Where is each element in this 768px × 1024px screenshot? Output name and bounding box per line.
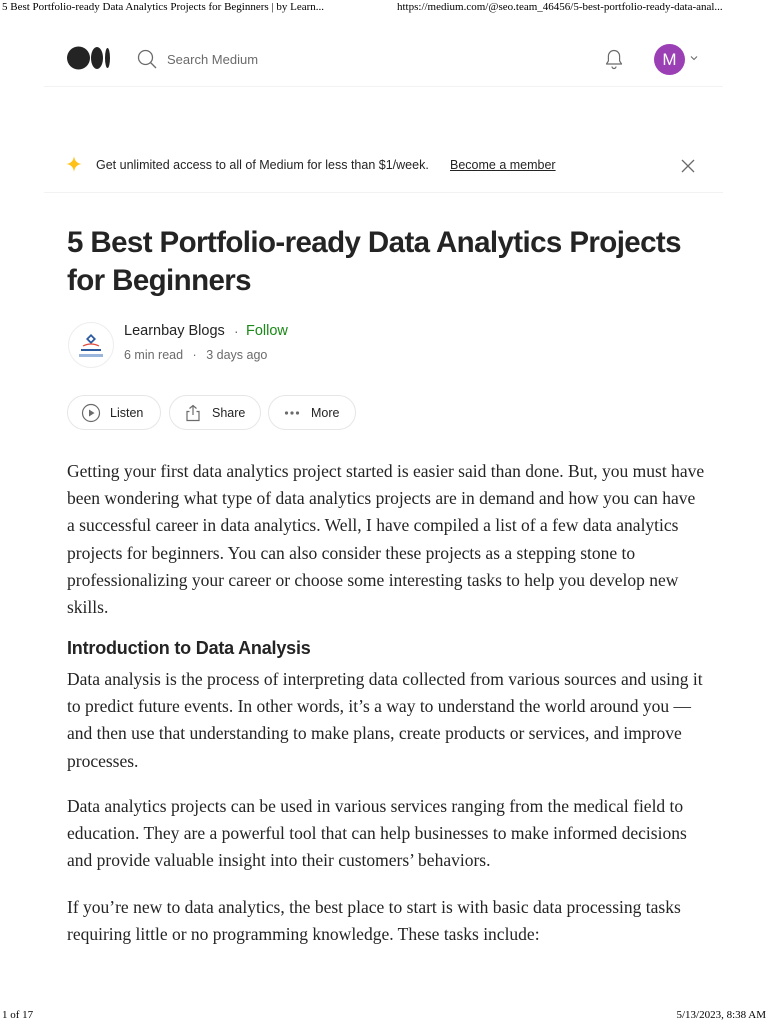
become-member-link[interactable]: Become a member <box>450 158 556 172</box>
print-datetime: 5/13/2023, 8:38 AM <box>676 1009 766 1021</box>
medium-logo-icon[interactable] <box>67 46 111 70</box>
publish-date: 3 days ago <box>206 348 268 362</box>
article-meta <box>124 348 267 362</box>
author-name[interactable]: Learnbay Blogs <box>124 323 225 339</box>
more-label: More <box>311 405 340 420</box>
print-url: https://medium.com/@seo.team_46456/5-best-portfolio-ready-data-anal... <box>397 1 723 13</box>
follow-button[interactable]: Follow <box>246 323 288 339</box>
paragraph: Data analysis is the process of interpreting data collected from various sources and using it to predict future events. In other words, it’s a way to understand the world around you — and then use that understanding to make plans, create products or services, and improve processes. <box>67 669 703 771</box>
membership-banner <box>44 148 723 193</box>
separator-dot: · <box>234 323 239 339</box>
user-avatar[interactable]: M <box>654 44 685 75</box>
sparkle-icon <box>66 156 82 172</box>
share-icon <box>183 403 203 423</box>
learnbay-logo-icon <box>69 323 113 367</box>
banner-text: Get unlimited access to all of Medium for less than $1/week. <box>96 158 429 172</box>
print-header <box>0 0 768 16</box>
print-page-number: 1 of 17 <box>2 1009 34 1021</box>
bell-icon[interactable] <box>602 47 626 71</box>
section-heading: Introduction to Data Analysis <box>67 638 311 658</box>
more-button[interactable] <box>268 395 356 430</box>
paragraph: Getting your first data analytics project started is easier said than done. But, you must have been wondering what type of data analytics projects are in demand and how you can have a successful career in data analytics. Well, I have compiled a list of a few data analytics projects for beginners. You can also consider these projects as a stepping stone to professionalizing your career or choose some interesting tasks to help you develop new skills. <box>67 461 705 618</box>
author-avatar[interactable] <box>68 322 114 368</box>
article-title: 5 Best Portfolio-ready Data Analytics Projects for Beginners <box>67 226 681 297</box>
search-icon <box>136 48 158 70</box>
play-icon <box>81 403 101 423</box>
more-dots-icon <box>282 403 302 423</box>
search-input[interactable]: Search Medium <box>167 51 259 67</box>
share-button[interactable] <box>169 395 261 430</box>
share-label: Share <box>212 405 246 420</box>
paragraph: Data analytics projects can be used in various services ranging from the medical field to education. They are a powerful tool that can help businesses to make informed decisions and provide valuable insight into their customers’ behaviors. <box>67 796 687 871</box>
chevron-down-icon[interactable] <box>690 54 698 62</box>
read-time: 6 min read <box>124 348 184 362</box>
print-page-title: 5 Best Portfolio-ready Data Analytics Projects for Beginners | by Learn... <box>2 1 325 13</box>
paragraph: If you’re new to data analytics, the best place to start is with basic data processing tasks requiring little or no programming knowledge. These tasks include: <box>67 897 681 945</box>
separator-dot: · <box>192 348 197 362</box>
listen-label: Listen <box>110 405 144 420</box>
close-icon[interactable] <box>680 158 696 174</box>
print-footer <box>0 1008 768 1024</box>
listen-button[interactable] <box>67 395 161 430</box>
search-bar[interactable] <box>136 48 258 70</box>
top-navigation-bar <box>44 34 723 87</box>
